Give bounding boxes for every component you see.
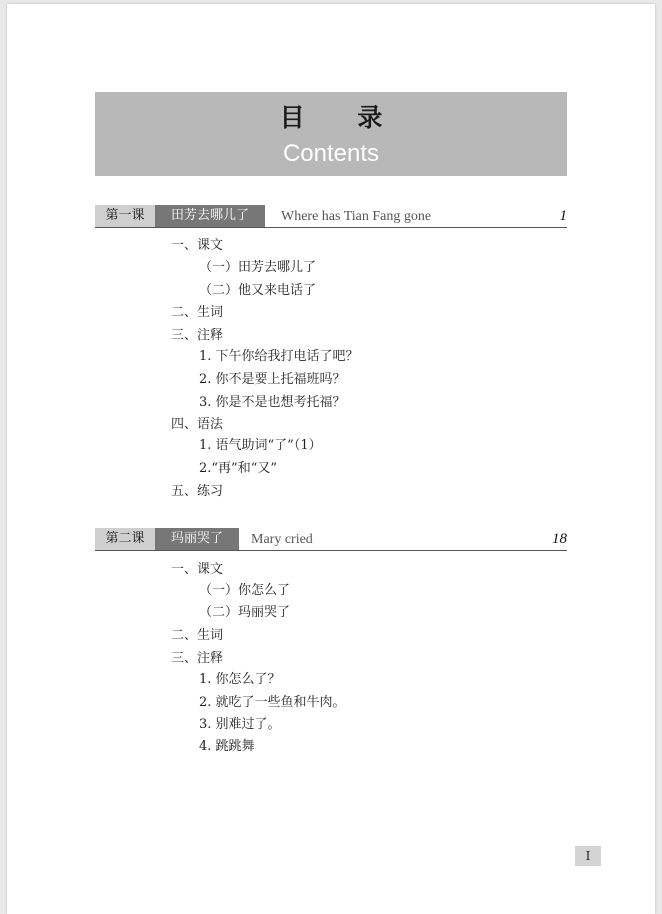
title-chinese: 目 录 <box>279 103 405 132</box>
toc-item: 3. 你是不是也想考托福？ <box>199 395 346 410</box>
toc-item: （一）你怎么了 <box>199 583 291 598</box>
toc-item: 五、练习 <box>171 484 224 499</box>
lesson-number: 第一课 <box>95 205 155 227</box>
lesson-number: 第二课 <box>95 528 155 550</box>
toc-item: 1. 下午你给我打电话了吧？ <box>199 349 359 364</box>
toc-item: （一）田芳去哪儿了 <box>199 260 317 275</box>
toc-item: 2. 你不是要上托福班吗？ <box>199 372 346 387</box>
lesson-page-number: 1 <box>559 208 567 224</box>
lesson-title: 田芳去哪儿了 <box>155 205 265 227</box>
toc-item: 二、生词 <box>171 305 224 320</box>
contents-title-box <box>95 92 567 176</box>
toc-item: 三、注释 <box>171 328 224 343</box>
toc-item: 1. 你怎么了？ <box>199 672 281 687</box>
lesson-1-header <box>95 205 567 228</box>
page-number: I <box>575 846 601 866</box>
toc-item: 4. 跳跳舞 <box>199 739 255 754</box>
toc-item: （二）玛丽哭了 <box>199 605 291 620</box>
toc-item: 1. 语气助词“了”（1） <box>199 438 322 453</box>
toc-item: 二、生词 <box>171 628 224 643</box>
lesson-page-number: 18 <box>552 531 567 547</box>
lesson-title-english: Mary cried <box>251 532 313 547</box>
document-page <box>7 4 655 914</box>
toc-item: 三、注释 <box>171 651 224 666</box>
lesson-title-english: Where has Tian Fang gone <box>281 209 432 224</box>
toc-item: 四、语法 <box>171 417 224 432</box>
toc-item: 2.“再”和“又” <box>199 461 277 476</box>
toc-item: 2. 就吃了一些鱼和牛肉。 <box>199 695 346 710</box>
toc-item: 一、课文 <box>171 562 224 577</box>
title-english: Contents <box>282 140 380 167</box>
lesson-title: 玛丽哭了 <box>155 528 239 550</box>
toc-item: （二）他又来电话了 <box>199 283 317 298</box>
toc-item: 一、课文 <box>171 238 224 253</box>
lesson-2-header <box>95 528 567 551</box>
toc-item: 3. 别难过了。 <box>199 717 281 732</box>
